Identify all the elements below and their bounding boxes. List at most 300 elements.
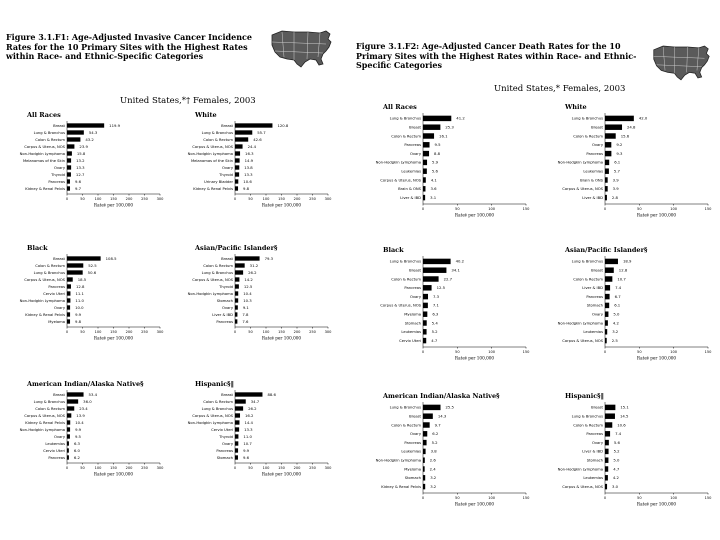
value-label: 16.3 <box>245 150 254 156</box>
value-label: 4.2 <box>612 320 619 326</box>
bar <box>67 179 70 183</box>
bar <box>235 455 238 459</box>
x-tick-label: 300 <box>324 197 332 201</box>
category-label: Ovary <box>53 434 65 439</box>
category-label: Non-Hodgkin Lymphoma <box>557 160 603 165</box>
category-label: Leukemias <box>401 330 421 335</box>
bar <box>67 137 80 141</box>
bar <box>235 312 237 316</box>
x-tick-label: 150 <box>278 330 285 334</box>
bar <box>605 329 607 334</box>
category-label: Cervix Uteri <box>399 338 421 343</box>
value-label: 6.2 <box>73 454 80 460</box>
value-label: 12.7 <box>75 171 85 177</box>
bar <box>235 448 238 452</box>
value-label: 10.6 <box>243 178 252 184</box>
left-figure-page <box>0 0 345 540</box>
bar <box>605 431 610 436</box>
category-label: Colon & Rectum <box>391 423 421 428</box>
category-label: Corpus & Uterus, NOS <box>562 338 603 343</box>
x-axis-label: Rate‡ per 100,000 <box>261 202 302 208</box>
bar <box>235 158 240 162</box>
category-label: Liver & IBD <box>582 449 603 454</box>
x-tick-label: 150 <box>278 466 285 470</box>
bar <box>67 270 83 274</box>
value-label: 2.8 <box>611 194 618 200</box>
bar <box>423 160 427 165</box>
category-label: Lung & Bronchus <box>201 270 233 275</box>
x-axis-label: Rate‡ per 100,000 <box>93 471 134 477</box>
category-label: Pancreas <box>48 455 65 460</box>
value-label: 3.2 <box>430 475 437 481</box>
value-label: 9.2 <box>616 142 623 148</box>
category-label: Lung & Bronchus <box>571 259 603 264</box>
right-figure-page <box>352 0 720 540</box>
value-label: 4.7 <box>431 337 438 343</box>
category-label: Myeloma <box>404 312 421 317</box>
x-tick-label: 0 <box>65 466 69 470</box>
value-label: 3.0 <box>612 483 619 489</box>
bar <box>605 195 607 200</box>
x-tick-label: 0 <box>421 496 425 500</box>
x-tick-label: 200 <box>125 197 133 201</box>
x-tick-label: 250 <box>141 330 148 334</box>
bar <box>67 130 84 134</box>
category-label: Pancreas <box>216 319 233 324</box>
value-label: 12.5 <box>436 285 446 291</box>
bar <box>605 484 607 489</box>
x-tick-label: 0 <box>233 330 237 334</box>
category-label: Corpus & Uterus, NOS <box>380 303 421 308</box>
category-label: Ovary <box>53 165 65 170</box>
chart-title: White <box>565 103 587 111</box>
bar <box>67 263 83 267</box>
x-tick-label: 50 <box>637 350 642 354</box>
category-label: Liver & IBD <box>582 286 603 291</box>
category-label: Ovary <box>221 441 233 446</box>
bar <box>67 441 69 445</box>
category-label: Stomach <box>216 298 233 303</box>
bar <box>67 305 70 309</box>
panel-inc-api <box>174 243 334 343</box>
bar <box>235 434 238 438</box>
x-tick-label: 100 <box>670 207 678 211</box>
value-label: 6.1 <box>614 159 621 165</box>
chart-title: All Races <box>383 103 417 111</box>
x-tick-label: 150 <box>110 330 117 334</box>
value-label: 9.3 <box>616 150 623 156</box>
bar <box>605 413 615 418</box>
category-label: Urinary Bladder <box>204 179 233 184</box>
bar <box>605 186 608 191</box>
bar <box>67 298 70 302</box>
left-figure-subtitle: United States,*† Females, 2003 <box>120 96 256 106</box>
bar <box>423 142 430 147</box>
x-tick-label: 50 <box>637 207 642 211</box>
value-label: 5.7 <box>613 168 620 174</box>
x-tick-label: 250 <box>309 197 316 201</box>
value-label: 24.4 <box>247 143 257 149</box>
category-label: Thyroid <box>219 172 233 177</box>
value-label: 10.6 <box>617 422 626 428</box>
chart-inc-aian <box>6 379 166 479</box>
chart-inc-api <box>174 243 334 343</box>
category-label: Ovary <box>591 440 603 445</box>
category-label: Liver & IBD <box>400 195 421 200</box>
category-label: Liver & IBD <box>582 195 603 200</box>
panel-inc-aian <box>6 379 166 479</box>
value-label: 9.5 <box>74 433 81 439</box>
value-label: 10.7 <box>617 276 626 282</box>
category-label: Pancreas <box>586 151 603 156</box>
value-label: 9.9 <box>75 426 82 432</box>
x-tick-label: 0 <box>603 207 607 211</box>
bar <box>235 427 239 431</box>
chart-title: Asian/Pacific Islander§ <box>195 244 278 252</box>
x-tick-label: 50 <box>455 350 460 354</box>
category-label: Corpus & Uterus, NOS <box>192 277 233 282</box>
value-label: 9.6 <box>242 454 250 460</box>
category-label: Lung & Bronchus <box>571 414 603 419</box>
bar <box>605 311 608 316</box>
category-label: Non-Hodgkin Lymphoma <box>187 291 233 296</box>
x-tick-label: 100 <box>94 197 102 201</box>
value-label: 11.0 <box>75 297 84 303</box>
value-label: 13.3 <box>244 171 253 177</box>
category-label: Lung & Bronchus <box>571 116 603 121</box>
category-label: Corpus & Uterus, NOS <box>24 413 65 418</box>
bar <box>67 165 71 169</box>
bar <box>605 142 611 147</box>
x-tick-label: 50 <box>248 330 253 334</box>
bar <box>235 151 240 155</box>
value-label: 6.3 <box>432 311 439 317</box>
bar <box>67 284 71 288</box>
bar <box>423 186 425 191</box>
panel-inc-white <box>174 110 334 210</box>
bar <box>423 267 446 272</box>
bar <box>67 413 71 417</box>
value-label: 6.1 <box>614 302 621 308</box>
bar <box>423 116 451 121</box>
value-label: 34.7 <box>250 398 260 404</box>
value-label: 16.2 <box>245 412 254 418</box>
x-tick-label: 0 <box>603 350 607 354</box>
category-label: Thyroid <box>219 434 233 439</box>
x-tick-label: 0 <box>233 197 237 201</box>
bar <box>67 158 71 162</box>
value-label: 52.5 <box>88 262 97 268</box>
category-label: Leukemias <box>45 441 65 446</box>
bar <box>423 413 433 418</box>
value-label: 9.9 <box>243 447 250 453</box>
value-label: 9.8 <box>243 185 250 191</box>
bar <box>67 291 70 295</box>
chart-title: Asian/Pacific Islander§ <box>565 246 648 254</box>
value-label: 34.1 <box>451 267 460 273</box>
x-tick-label: 250 <box>309 466 316 470</box>
category-label: Ovary <box>409 151 421 156</box>
bar <box>235 298 238 302</box>
value-label: 6.2 <box>432 431 439 437</box>
bar <box>235 263 245 267</box>
x-tick-label: 250 <box>141 197 148 201</box>
value-label: 55.7 <box>257 129 266 135</box>
value-label: 13.2 <box>76 157 85 163</box>
panel-mort-api <box>538 245 714 363</box>
chart-mort-hisp <box>538 391 714 509</box>
x-axis-label: Rate‡ per 100,000 <box>93 335 134 341</box>
category-label: Ovary <box>221 165 233 170</box>
x-tick-label: 50 <box>80 330 85 334</box>
x-tick-label: 0 <box>421 207 425 211</box>
category-label: Pancreas <box>404 143 421 148</box>
value-label: 18.5 <box>77 276 87 282</box>
bar <box>67 406 74 410</box>
panel-mort-aian <box>356 391 532 509</box>
bar <box>67 319 70 323</box>
category-label: Non-Hodgkin Lymphoma <box>187 420 233 425</box>
bar <box>605 133 616 138</box>
bar <box>235 305 238 309</box>
category-label: Brain & ONS <box>398 187 421 192</box>
value-label: 3.9 <box>612 186 619 192</box>
value-label: 120.8 <box>277 122 289 128</box>
category-label: Lung & Bronchus <box>201 406 233 411</box>
x-tick-label: 50 <box>80 197 85 201</box>
category-label: Stomach <box>404 321 421 326</box>
bar <box>423 422 430 427</box>
bar <box>423 475 425 480</box>
value-label: 10.0 <box>75 304 84 310</box>
bar <box>423 405 441 410</box>
value-label: 9.5 <box>434 142 441 148</box>
x-tick-label: 100 <box>670 350 678 354</box>
bar <box>605 405 615 410</box>
value-label: 9.6 <box>74 178 82 184</box>
x-tick-label: 100 <box>488 207 496 211</box>
x-tick-label: 200 <box>125 330 133 334</box>
value-label: 13.3 <box>76 164 85 170</box>
x-axis-label: Rate‡ per 100,000 <box>261 471 302 477</box>
category-label: Lung & Bronchus <box>201 130 233 135</box>
category-label: Kidney & Renal Pelvis <box>25 420 65 425</box>
category-label: Breast <box>53 392 65 397</box>
bar <box>605 320 608 325</box>
bar <box>67 427 70 431</box>
category-label: Ovary <box>221 305 233 310</box>
x-tick-label: 0 <box>65 330 69 334</box>
value-label: 5.2 <box>431 329 438 335</box>
category-label: Corpus & Uterus, NOS <box>192 413 233 418</box>
bar <box>67 277 73 281</box>
bar <box>605 160 609 165</box>
chart-title: American Indian/Alaska Native§ <box>27 380 144 388</box>
bar <box>423 431 427 436</box>
panel-inc-hisp <box>174 379 334 479</box>
category-label: Leukemias <box>583 169 603 174</box>
category-label: Pancreas <box>404 286 421 291</box>
value-label: 42.6 <box>253 136 262 142</box>
category-label: Colon & Rectum <box>35 137 65 142</box>
bar <box>67 312 70 316</box>
x-tick-label: 150 <box>110 197 117 201</box>
bar <box>423 440 427 445</box>
category-label: Melanomas of the Skin <box>190 158 233 163</box>
category-label: Ovary <box>591 312 603 317</box>
category-label: Non-Hodgkin Lymphoma <box>19 298 65 303</box>
value-label: 25.3 <box>445 124 454 130</box>
x-tick-label: 200 <box>293 330 301 334</box>
x-tick-label: 300 <box>324 330 332 334</box>
category-label: Myeloma <box>48 319 65 324</box>
bar <box>605 151 611 156</box>
value-label: 12.5 <box>243 283 253 289</box>
bar <box>423 177 426 182</box>
category-label: Colon & Rectum <box>573 423 603 428</box>
bar <box>423 168 427 173</box>
x-tick-label: 0 <box>233 466 237 470</box>
chart-mort-api <box>538 245 714 363</box>
category-label: Colon & Rectum <box>203 399 233 404</box>
value-label: 3.9 <box>612 177 619 183</box>
bar <box>235 319 237 323</box>
category-label: Breast <box>53 123 65 128</box>
value-label: 3.6 <box>430 186 437 192</box>
value-label: 6.7 <box>614 293 621 299</box>
value-label: 14.9 <box>244 157 254 163</box>
right-figure-title: Figure 3.1.F2: Age-Adjusted Cancer Death Rates for the 10 Primary Sites with the Highest Rates within Race- and Ethnic-Specific Categories <box>356 41 637 70</box>
category-label: Stomach <box>586 303 603 308</box>
category-label: Kidney & Renal Pelvis <box>25 186 65 191</box>
bar <box>423 338 426 343</box>
category-label: Corpus & Uterus, NOS <box>562 187 603 192</box>
bar <box>423 303 428 308</box>
bar <box>235 179 238 183</box>
x-tick-label: 50 <box>80 466 85 470</box>
value-label: 14.2 <box>244 276 253 282</box>
bar <box>423 311 427 316</box>
bar <box>235 284 239 288</box>
category-label: Cervix Uteri <box>43 291 65 296</box>
value-label: 2.6 <box>429 457 436 463</box>
value-label: 43.2 <box>85 136 94 142</box>
value-label: 40.2 <box>455 258 465 264</box>
category-label: Breast <box>591 268 603 273</box>
value-label: 2.4 <box>429 466 436 472</box>
bar <box>605 168 609 173</box>
category-label: Stomach <box>404 476 421 481</box>
category-label: Non-Hodgkin Lymphoma <box>375 458 421 463</box>
bar <box>605 449 609 454</box>
x-tick-label: 150 <box>704 207 712 211</box>
bar <box>605 457 608 462</box>
x-tick-label: 100 <box>262 466 270 470</box>
value-label: 8.8 <box>434 150 441 156</box>
bar <box>235 172 239 176</box>
chart-inc-white <box>174 110 334 210</box>
value-label: 24.8 <box>627 124 636 130</box>
x-tick-label: 300 <box>156 466 164 470</box>
value-label: 54.3 <box>88 129 98 135</box>
bar <box>67 399 78 403</box>
right-figure-subtitle: United States,* Females, 2003 <box>494 84 626 94</box>
bar <box>235 256 260 260</box>
value-label: 26.2 <box>248 269 257 275</box>
value-label: 15.1 <box>620 404 629 410</box>
x-tick-label: 250 <box>309 330 316 334</box>
chart-mort-white <box>538 102 714 220</box>
category-label: Colon & Rectum <box>573 277 603 282</box>
bar <box>67 172 71 176</box>
category-label: Thyroid <box>51 172 65 177</box>
bar <box>235 144 243 148</box>
bar <box>67 151 72 155</box>
panel-mort-all <box>356 102 532 220</box>
bar <box>605 303 609 308</box>
category-label: Non-Hodgkin Lymphoma <box>19 427 65 432</box>
bar <box>235 137 248 141</box>
category-label: Stomach <box>216 455 233 460</box>
x-axis-label: Rate‡ per 100,000 <box>454 212 495 218</box>
category-label: Leukemias <box>583 476 603 481</box>
category-label: Melanomas of the Skin <box>22 158 65 163</box>
category-label: Ovary <box>409 294 421 299</box>
category-label: Cervix Uteri <box>43 448 65 453</box>
value-label: 12.8 <box>75 283 85 289</box>
value-label: 3.2 <box>430 483 437 489</box>
x-tick-label: 250 <box>141 466 148 470</box>
bar <box>67 186 70 190</box>
bar <box>423 133 434 138</box>
bar <box>235 441 238 445</box>
bar <box>67 455 69 459</box>
chart-inc-all <box>6 110 166 210</box>
x-tick-label: 0 <box>603 496 607 500</box>
bar <box>235 123 272 127</box>
value-label: 31.2 <box>249 262 259 268</box>
bar <box>235 406 243 410</box>
x-axis-label: Rate‡ per 100,000 <box>454 501 495 507</box>
value-label: 5.6 <box>431 168 438 174</box>
category-label: Lung & Bronchus <box>33 270 65 275</box>
bar <box>423 151 429 156</box>
bar <box>423 195 425 200</box>
value-label: 7.3 <box>433 293 440 299</box>
x-tick-label: 50 <box>637 496 642 500</box>
category-label: Breast <box>409 414 421 419</box>
x-tick-label: 50 <box>455 496 460 500</box>
x-tick-label: 0 <box>65 197 69 201</box>
category-label: Colon & Rectum <box>391 277 421 282</box>
category-label: Non-Hodgkin Lymphoma <box>557 467 603 472</box>
value-label: 5.2 <box>613 448 620 454</box>
value-label: 36.0 <box>83 398 92 404</box>
x-tick-label: 200 <box>125 466 133 470</box>
category-label: Lung & Bronchus <box>389 116 421 121</box>
value-label: 10.7 <box>243 440 252 446</box>
us-map-icon <box>650 40 712 84</box>
bar <box>605 466 608 471</box>
bar <box>605 259 618 264</box>
bar <box>605 440 609 445</box>
category-label: Ovary <box>409 432 421 437</box>
value-label: 6.0 <box>73 447 80 453</box>
value-label: 15.8 <box>76 150 86 156</box>
chart-title: Hispanic§‖ <box>195 380 234 388</box>
category-label: Colon & Rectum <box>573 134 603 139</box>
category-label: Non-Hodgkin Lymphoma <box>557 321 603 326</box>
